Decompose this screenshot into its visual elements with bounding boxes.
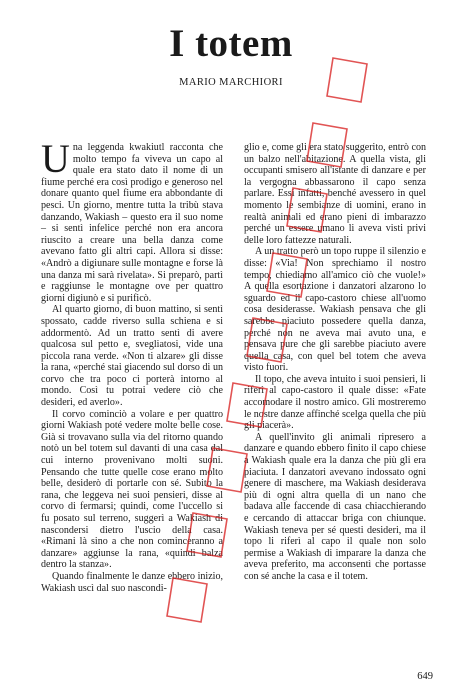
paragraph-3: Il corvo cominciò a volare e per quattro giorni Wakiash poté vedere molte belle cose. Già si trovavano sulla via del ritorno quando notò un bel totem sul davanti di una casa dal cui interno provenivano molti suoni. Pensando che tutte quelle cose erano molto belle, desiderò di portarle con sé. Subito la rana, che leggeva nei suoi pensieri, disse al corvo di fermarsi; quindi, come l'uccello si fu posato sul terreno, suggerì a Wakiash di nascondersi dietro l'uscio della casa. «Rimani là sino a che non cominceranno a danzare» aggiunse la rana, «quindi balza dentro la stanza». bbox=[41, 408, 223, 571]
paragraph-4: Quando finalmente le danze ebbero inizio, Wakiash uscì dal suo nascondi- bbox=[41, 570, 223, 594]
paragraph-5: glio e, come gli era stato suggerito, entrò con un balzo nell'abitazione. A quella vista, gli occupanti smisero all'istante di danzare e per la vergogna abbassarono il capo senza parlare. Essi infatti, benché avessero in quel momento le sembianze di uomini, erano in realtà animali ed erano pieni di imbarazzo perché un essere umano li aveva visti privi delle loro fattezze naturali. bbox=[244, 142, 426, 246]
paragraph-2: Al quarto giorno, di buon mattino, si sentì spossato, cadde riverso sulla schiena e si addormentò. Ad un tratto sentì di avere qualcosa sul petto e, svegliatosi, vide una piccola rana verde. «Non ti alzare» gli disse la rana, «perché stai giacendo sul dorso di un corvo che tra poco ci porterà intorno al mondo. Così tu potrai vedere ciò che desideri, ed averlo». bbox=[41, 304, 223, 409]
drop-cap: U bbox=[41, 136, 70, 181]
page-number: 649 bbox=[417, 671, 433, 682]
paragraph-6: A un tratto però un topo ruppe il silenzio e disse: «Via! Non sprechiamo il nostro tempo, chiediamo all'amico ciò che vuole!» A quella esortazione i danzatori alzarono lo sguardo ed il capo-castoro chiese all'uomo cosa desiderasse. Wakiash pensava che gli sarebbe piaciuto possedere quella danza, perché non ne aveva mai avuto una, e pensava pure che gli sarebbe piaciuto avere quella casa, con quel bel totem che aveva visto fuori. bbox=[244, 246, 426, 374]
paragraph-1-text: na leggenda kwakiutl racconta che molto tempo fa viveva un capo al quale era stato dato il nome di un fiume perché era così prodigo e generoso nel donare quanto quel fiume era abbondante di pesci. Un giorno, mentre tutta la tribù stava danzando, Wakiash – questo era il suo nome – si sentì infelice perché non era ancora riuscito a creare una bella danza come avevano fatto gli altri capi. Allora si disse: «Andrò a digiunare sulle montagne e forse là una danza mi sarà rivelata». Si preparò, partì e raggiunse le montagne ove per quattro giorni digiunò e si purificò. bbox=[41, 142, 223, 304]
text-column-right bbox=[244, 142, 426, 583]
paragraph-1 bbox=[41, 136, 223, 304]
paragraph-7: Il topo, che aveva intuito i suoi pensieri, li riferì al capo-castoro il quale disse: «Fate accomodare il nostro amico. Gli mostreremo le nostre danze affinché scelga quella che più gli piacerà». bbox=[244, 373, 426, 432]
text-column-left bbox=[41, 136, 223, 594]
paragraph-8: A quell'invito gli animali ripresero a danzare e quando ebbero finito il capo chiese a Wakiash quale era la danza che più gli era piaciuta. I danzatori avevano indossato ogni genere di maschere, ma Wakiash desiderava più di ogni altra quella di un nano che badava alle faccende di casa chiacchierando e cercando di attaccar briga con chiunque. Wakiash teneva per sé questi desideri, ma il topo li riferì al capo il quale non solo permise a Wakiash di imparare la danza che aveva preferito, ma acconsentì che portasse con sé anche la casa e il totem. bbox=[244, 431, 426, 582]
article-author: MARIO MARCHIORI bbox=[179, 77, 283, 88]
article-title: I totem bbox=[169, 22, 293, 65]
